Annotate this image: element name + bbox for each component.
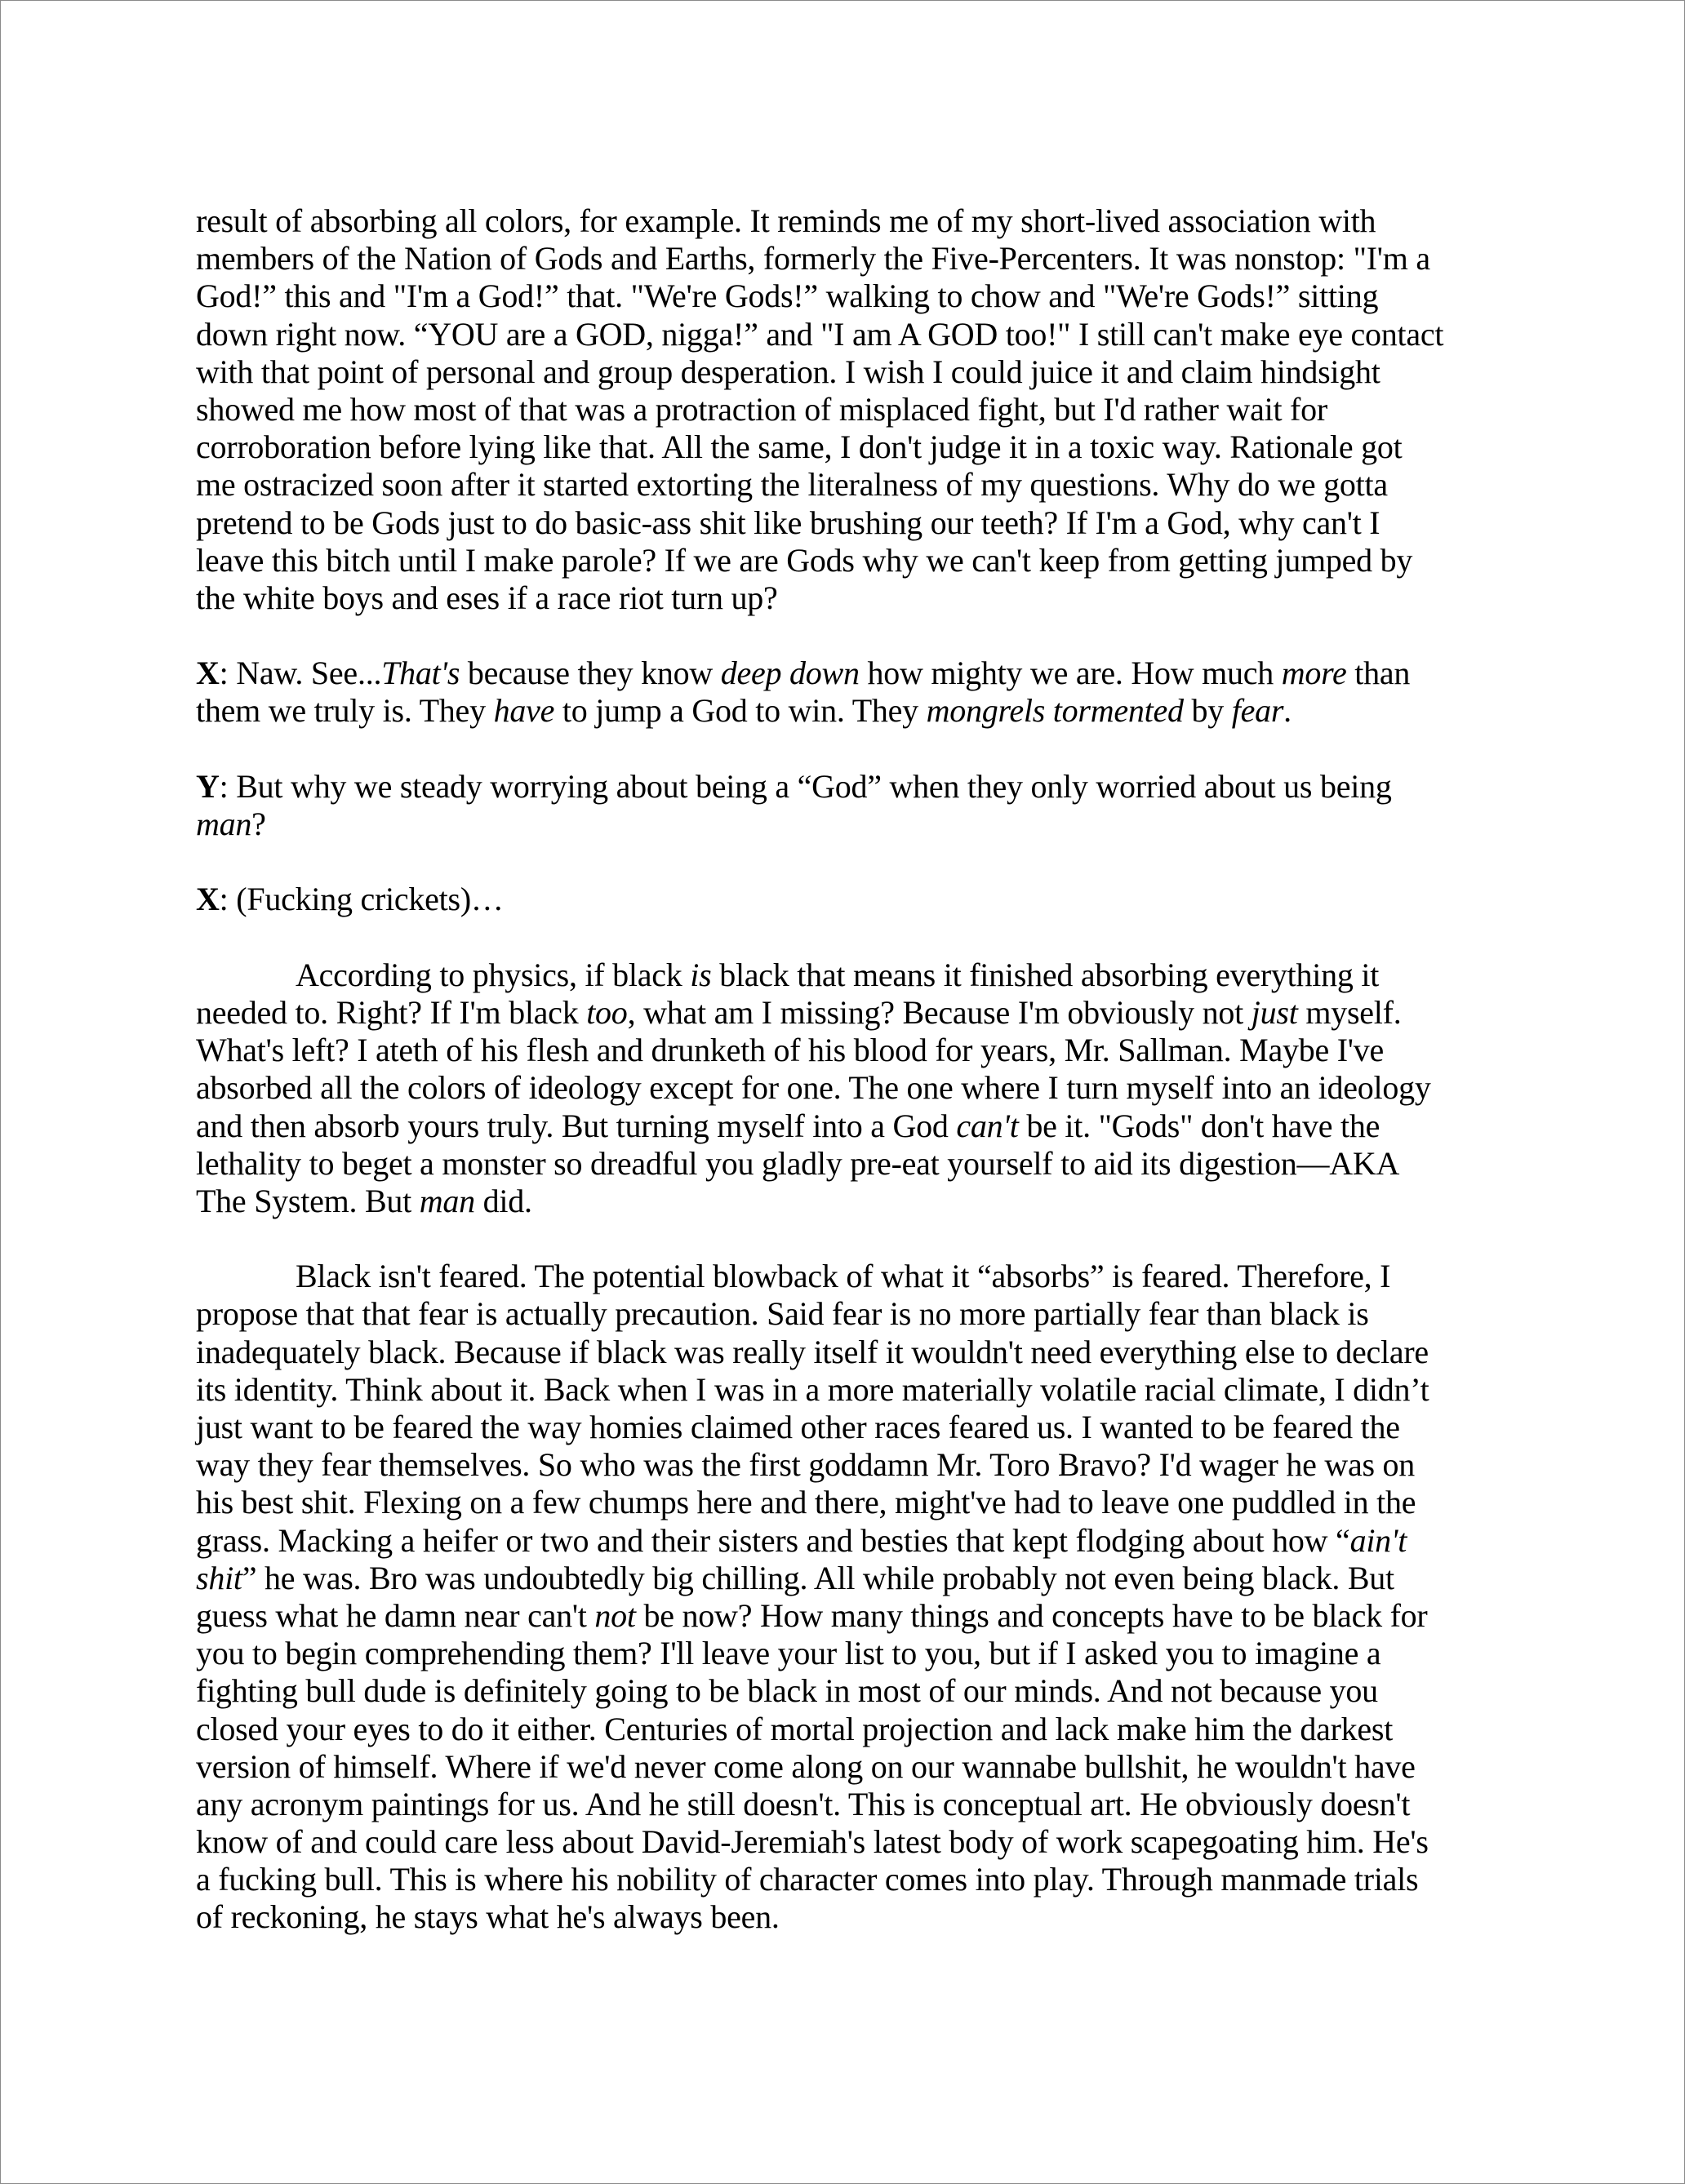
text-line xyxy=(196,994,1551,1032)
text-segment: you to begin comprehending them? I'll leave your list to you, but if I asked you to imagine a xyxy=(196,1635,1381,1672)
text-segment: ? xyxy=(251,806,266,842)
text-line xyxy=(196,1522,1551,1560)
text-segment: corroboration before lying like that. All the same, I don't judge it in a toxic way. Rationale got xyxy=(196,428,1403,466)
text-segment: way they fear themselves. So who was the first goddamn Mr. Toro Bravo? I'd wager he was on xyxy=(196,1446,1416,1484)
text-segment: : (Fucking crickets)… xyxy=(219,881,504,918)
text-line xyxy=(196,1032,1551,1069)
text-segment: me ostracized soon after it started extorting the literalness of my questions. Why do we gotta xyxy=(196,466,1388,504)
text-segment: with that point of personal and group desperation. I wish I could juice it and claim hindsight xyxy=(196,353,1380,390)
text-line xyxy=(196,768,1551,806)
emphasis-text: just xyxy=(1251,993,1298,1031)
paragraph xyxy=(196,768,1551,843)
speaker-label: Y xyxy=(196,767,220,805)
text-segment: members of the Nation of Gods and Earths, formerly the Five-Percenters. It was nonstop: "I'm a xyxy=(196,240,1430,277)
text-segment: closed your eyes to do it either. Centuries of mortal projection and lack make him the darkest xyxy=(196,1710,1394,1747)
text-segment: and then absorb yours truly. But turning myself into a God xyxy=(196,1107,957,1144)
text-segment: any acronym paintings for us. And he still doesn't. This is conceptual art. He obviously doesn't xyxy=(196,1785,1411,1822)
emphasis-text: have xyxy=(493,692,555,730)
emphasis-text: is xyxy=(690,956,712,993)
text-segment: What's left? I ateth of his flesh and drunketh of his blood for years, Mr. Sallman. Maybe I've xyxy=(196,1032,1384,1069)
text-segment: leave this bitch until I make parole? If we are Gods why we can't keep from getting jumped by xyxy=(196,541,1413,579)
text-line xyxy=(196,1635,1551,1672)
text-segment: inadequately black. Because if black was really itself it wouldn't need everything else to declare xyxy=(196,1333,1429,1370)
text-line xyxy=(196,881,1551,918)
text-segment: myself. xyxy=(1297,993,1402,1031)
text-line xyxy=(196,1145,1551,1183)
paragraph xyxy=(196,655,1551,730)
text-segment: down right now. “YOU are a GOD, nigga!” and "I am A GOD too!" I still can't make eye contact xyxy=(196,315,1444,353)
text-line xyxy=(196,428,1551,466)
text-segment: . xyxy=(1283,692,1292,730)
paragraph xyxy=(196,957,1551,1220)
text-segment: showed me how most of that was a protraction of misplaced fight, but I'd rather wait for xyxy=(196,390,1327,428)
text-segment: guess what he damn near can't xyxy=(196,1596,595,1634)
paragraph xyxy=(196,881,1551,918)
text-segment: of reckoning, he stays what he's always been. xyxy=(196,1898,780,1936)
text-segment: The System. But xyxy=(196,1182,420,1219)
text-segment: his best shit. Flexing on a few chumps here and there, might've had to leave one puddled in the xyxy=(196,1484,1416,1521)
paragraph xyxy=(196,202,1551,617)
text-line xyxy=(196,1560,1551,1597)
text-line xyxy=(196,806,1551,843)
text-segment: : But why we steady worrying about being a “God” when they only worried about us being xyxy=(219,767,1392,805)
emphasis-text: more xyxy=(1281,655,1347,692)
text-line xyxy=(196,391,1551,428)
text-line xyxy=(196,1108,1551,1145)
text-line xyxy=(196,692,1551,730)
speaker-label: X xyxy=(196,655,220,692)
text-segment: its identity. Think about it. Back when I was in a more materially volatile racial climate, I didn’t xyxy=(196,1370,1429,1408)
text-segment: propose that that fear is actually precaution. Said fear is no more partially fear than black is xyxy=(196,1295,1369,1333)
text-segment: black that means it finished absorbing everything it xyxy=(711,956,1380,993)
text-line xyxy=(196,1183,1551,1220)
text-line xyxy=(196,466,1551,504)
text-segment: the white boys and eses if a race riot turn up? xyxy=(196,579,778,616)
text-line xyxy=(196,1446,1551,1484)
text-line xyxy=(196,504,1551,542)
text-segment: them we truly is. They xyxy=(196,692,494,730)
emphasis-text: shit xyxy=(196,1559,242,1596)
text-line xyxy=(196,353,1551,391)
text-line xyxy=(196,1258,1551,1295)
text-line xyxy=(196,542,1551,579)
text-line xyxy=(196,240,1551,277)
emphasis-text: not xyxy=(594,1596,636,1634)
text-line xyxy=(196,1898,1551,1936)
text-line xyxy=(196,1409,1551,1446)
text-line xyxy=(196,1672,1551,1710)
text-segment: God!” this and "I'm a God!” that. "We're Gods!” walking to chow and "We're Gods!” sitting xyxy=(196,277,1379,315)
text-segment: know of and could care less about David-Jeremiah's latest body of work scapegoating him. He's xyxy=(196,1823,1429,1861)
emphasis-text: man xyxy=(196,806,252,842)
text-line xyxy=(196,1748,1551,1786)
text-segment: be now? How many things and concepts have to be black for xyxy=(635,1596,1428,1634)
text-segment: be it. "Gods" don't have the xyxy=(1018,1107,1380,1144)
text-segment: version of himself. Where if we'd never come along on our wannabe bullshit, he wouldn't have xyxy=(196,1747,1416,1785)
text-segment: pretend to be Gods just to do basic-ass shit like brushing our teeth? If I'm a God, why can't I xyxy=(196,504,1380,541)
text-line xyxy=(196,1484,1551,1521)
text-segment: to jump a God to win. They xyxy=(554,692,927,730)
emphasis-text: too xyxy=(586,993,628,1031)
emphasis-text: ain't xyxy=(1349,1521,1407,1559)
text-line xyxy=(196,1786,1551,1823)
text-segment: because they know xyxy=(460,655,721,692)
document-body xyxy=(196,202,1551,1974)
text-line xyxy=(196,579,1551,617)
text-segment: needed to. Right? If I'm black xyxy=(196,993,587,1031)
text-line xyxy=(196,202,1551,240)
text-segment: ” he was. Bro was undoubtedly big chilling. All while probably not even being black. But xyxy=(242,1559,1394,1596)
emphasis-text: deep down xyxy=(720,655,860,692)
text-segment: just want to be feared the way homies claimed other races feared us. I wanted to be feared the xyxy=(196,1409,1400,1445)
text-line xyxy=(196,316,1551,353)
text-segment: grass. Macking a heifer or two and their sisters and besties that kept flodging about how “ xyxy=(196,1521,1350,1559)
emphasis-text: fear xyxy=(1231,692,1284,730)
text-segment: result of absorbing all colors, for example. It reminds me of my short-lived association with xyxy=(196,202,1376,239)
text-line xyxy=(196,1069,1551,1107)
text-line xyxy=(196,1334,1551,1371)
paragraph xyxy=(196,1258,1551,1936)
emphasis-text: man xyxy=(419,1182,475,1219)
text-line xyxy=(196,655,1551,692)
text-segment: did. xyxy=(474,1182,532,1219)
text-segment: how mighty we are. How much xyxy=(859,655,1282,692)
emphasis-text: mongrels tormented xyxy=(926,692,1184,730)
text-line xyxy=(196,1295,1551,1333)
text-segment: a fucking bull. This is where his nobility of character comes into play. Through manmade trials xyxy=(196,1861,1419,1898)
text-segment: lethality to beget a monster so dreadful you gladly pre-eat yourself to aid its digestion—AKA xyxy=(196,1144,1400,1182)
text-line xyxy=(196,277,1551,315)
text-line xyxy=(196,1597,1551,1635)
text-segment: fighting bull dude is definitely going to be black in most of our minds. And not because you xyxy=(196,1672,1378,1710)
text-segment: Black isn't feared. The potential blowback of what it “absorbs” is feared. Therefore, I xyxy=(296,1258,1391,1295)
text-segment: than xyxy=(1346,655,1411,692)
text-segment: , what am I missing? Because I'm obviously not xyxy=(627,993,1252,1031)
text-line xyxy=(196,1371,1551,1409)
speaker-label: X xyxy=(196,881,220,918)
emphasis-text: can't xyxy=(956,1107,1019,1144)
text-segment: absorbed all the colors of ideology except for one. The one where I turn myself into an ideology xyxy=(196,1069,1431,1107)
text-segment: by xyxy=(1183,692,1232,730)
text-line xyxy=(196,1711,1551,1748)
emphasis-text: That's xyxy=(381,655,460,692)
text-line xyxy=(196,1823,1551,1861)
text-segment: : Naw. See... xyxy=(219,655,382,692)
text-line xyxy=(196,957,1551,994)
text-segment: According to physics, if black xyxy=(296,956,691,993)
text-line xyxy=(196,1861,1551,1898)
